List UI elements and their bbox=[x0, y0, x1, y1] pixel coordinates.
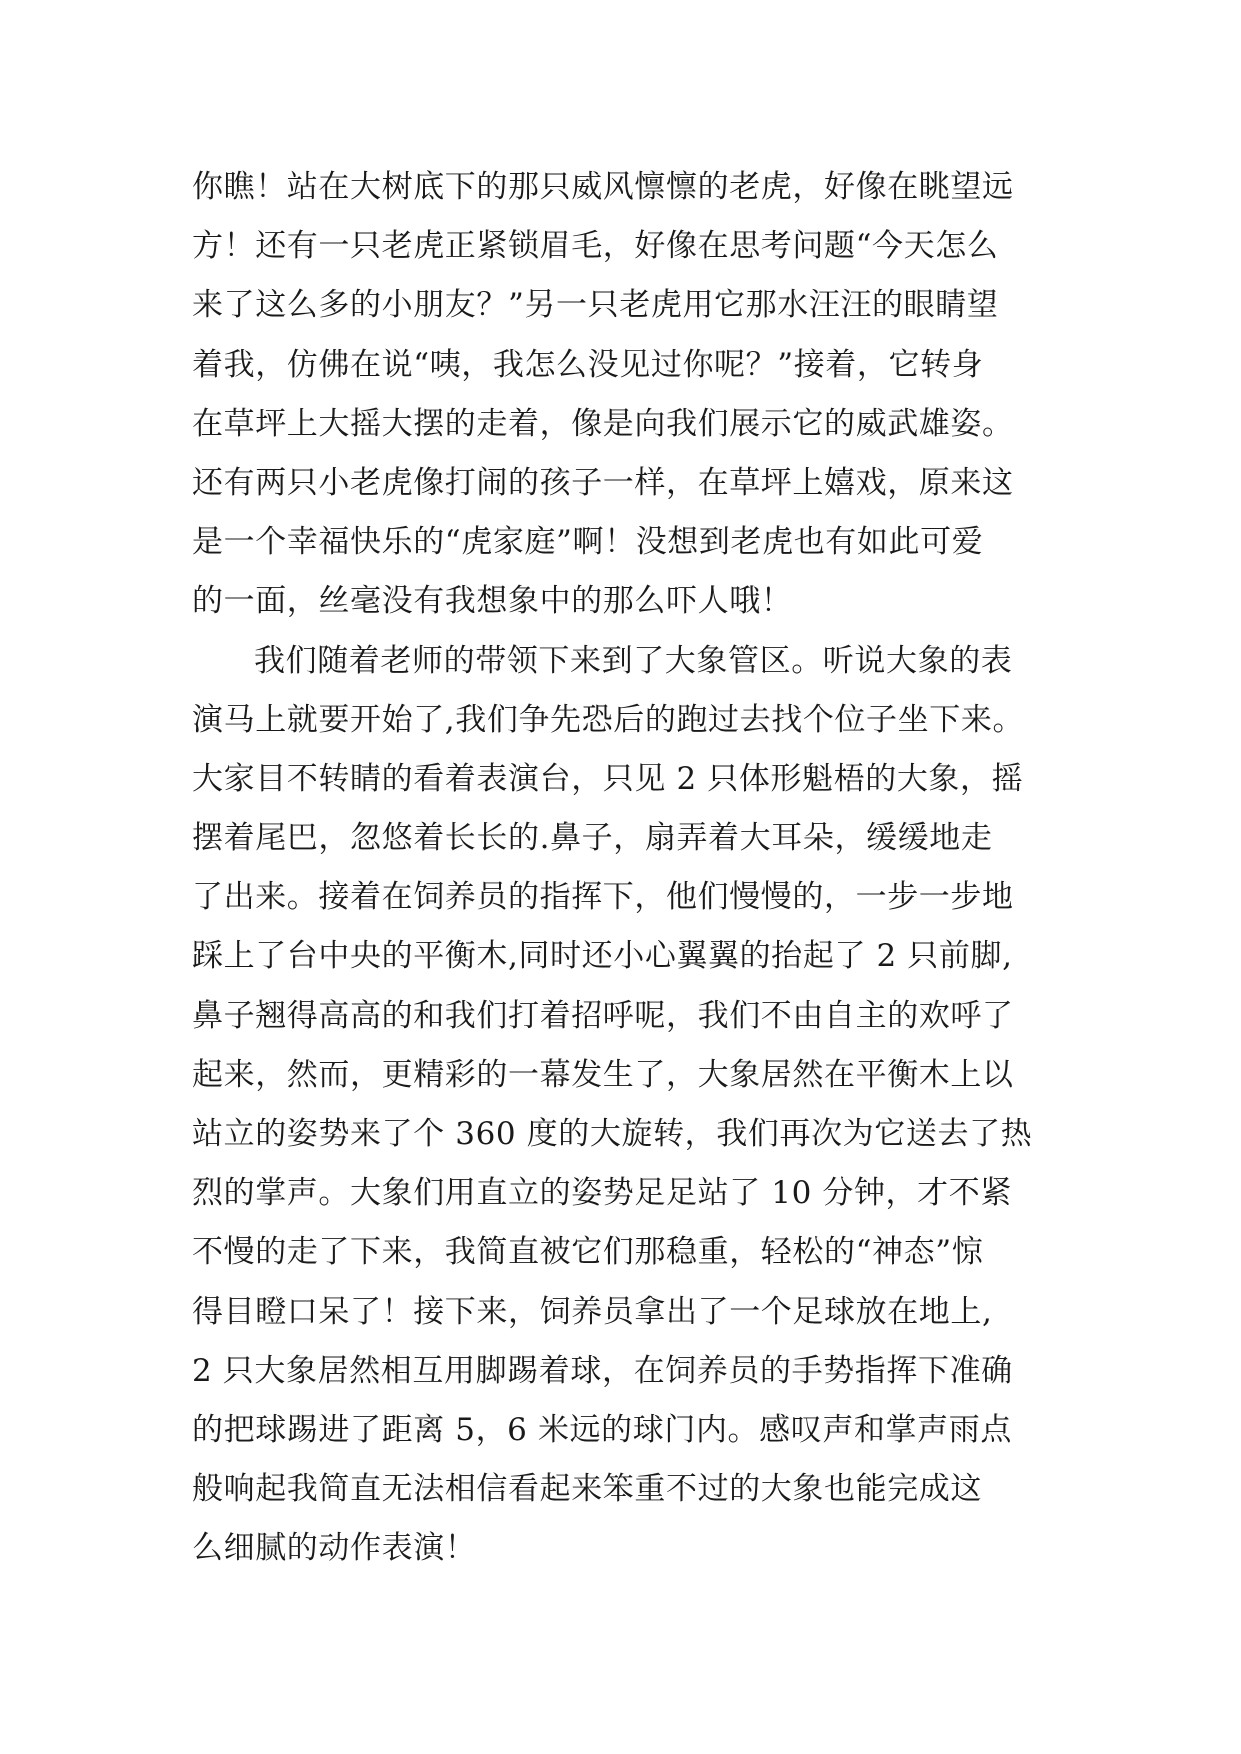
paragraph-first-line: 我们随着老师的带领下来到了大象管区。听说大象的表 bbox=[254, 642, 1013, 679]
text-line: 般响起我简直无法相信看起来笨重不过的大象也能完成这 bbox=[192, 1471, 982, 1508]
text-line: 鼻子翘得高高的和我们打着招呼呢，我们不由自主的欢呼了 bbox=[192, 997, 1014, 1034]
text-line: 得目瞪口呆了！接下来，饲养员拿出了一个足球放在地上, bbox=[192, 1293, 993, 1330]
text-line: 不慢的走了下来，我简直被它们那稳重，轻松的“神态”惊 bbox=[192, 1234, 984, 1271]
text-line: 着我，仿佛在说“咦，我怎么没见过你呢？”接着，它转身 bbox=[192, 346, 984, 383]
text-line: 你瞧！站在大树底下的那只威风懔懔的老虎，好像在眺望远 bbox=[192, 169, 1014, 205]
text-line: 方！还有一只老虎正紧锁眉毛，好像在思考问题“今天怎么 bbox=[192, 228, 999, 265]
text-line: 还有两只小老虎像打闹的孩子一样，在草坪上嬉戏，原来这 bbox=[192, 464, 1014, 501]
text-line: 演马上就要开始了,我们争先恐后的跑过去找个位子坐下来。 bbox=[192, 701, 1025, 738]
body-text bbox=[192, 158, 1072, 1579]
text-line: 的把球踢进了距离 5，6 米远的球门内。感叹声和掌声雨点 bbox=[192, 1411, 1012, 1448]
text-line: 是一个幸福快乐的“虎家庭”啊！没想到老虎也有如此可爱 bbox=[192, 524, 984, 561]
text-line: 2 只大象居然相互用脚踢着球，在饲养员的手势指挥下准确 bbox=[192, 1352, 1013, 1389]
text-line: 踩上了台中央的平衡木,同时还小心翼翼的抬起了 2 只前脚, bbox=[192, 938, 1013, 975]
text-line: 的一面，丝毫没有我想象中的那么吓人哦！ bbox=[192, 583, 793, 620]
text-line: 么细腻的动作表演！ bbox=[192, 1530, 477, 1567]
text-line: 烈的掌声。大象们用直立的姿势足足站了 10 分钟，才不紧 bbox=[192, 1175, 1012, 1212]
text-line: 站立的姿势来了个 360 度的大旋转，我们再次为它送去了热 bbox=[192, 1116, 1033, 1152]
text-line: 了出来。接着在饲养员的指挥下，他们慢慢的，一步一步地 bbox=[192, 879, 1014, 916]
text-line: 起来，然而，更精彩的一幕发生了，大象居然在平衡木上以 bbox=[192, 1056, 1014, 1093]
text-line: 大家目不转睛的看着表演台，只见 2 只体形魁梧的大象，摇 bbox=[192, 760, 1024, 797]
text-line: 在草坪上大摇大摆的走着，像是向我们展示它的威武雄姿。 bbox=[192, 405, 1014, 442]
text-line: 来了这么多的小朋友？”另一只老虎用它那水汪汪的眼睛望 bbox=[192, 287, 999, 324]
text-line: 摆着尾巴，忽悠着长长的.鼻子，扇弄着大耳朵，缓缓地走 bbox=[192, 820, 993, 857]
